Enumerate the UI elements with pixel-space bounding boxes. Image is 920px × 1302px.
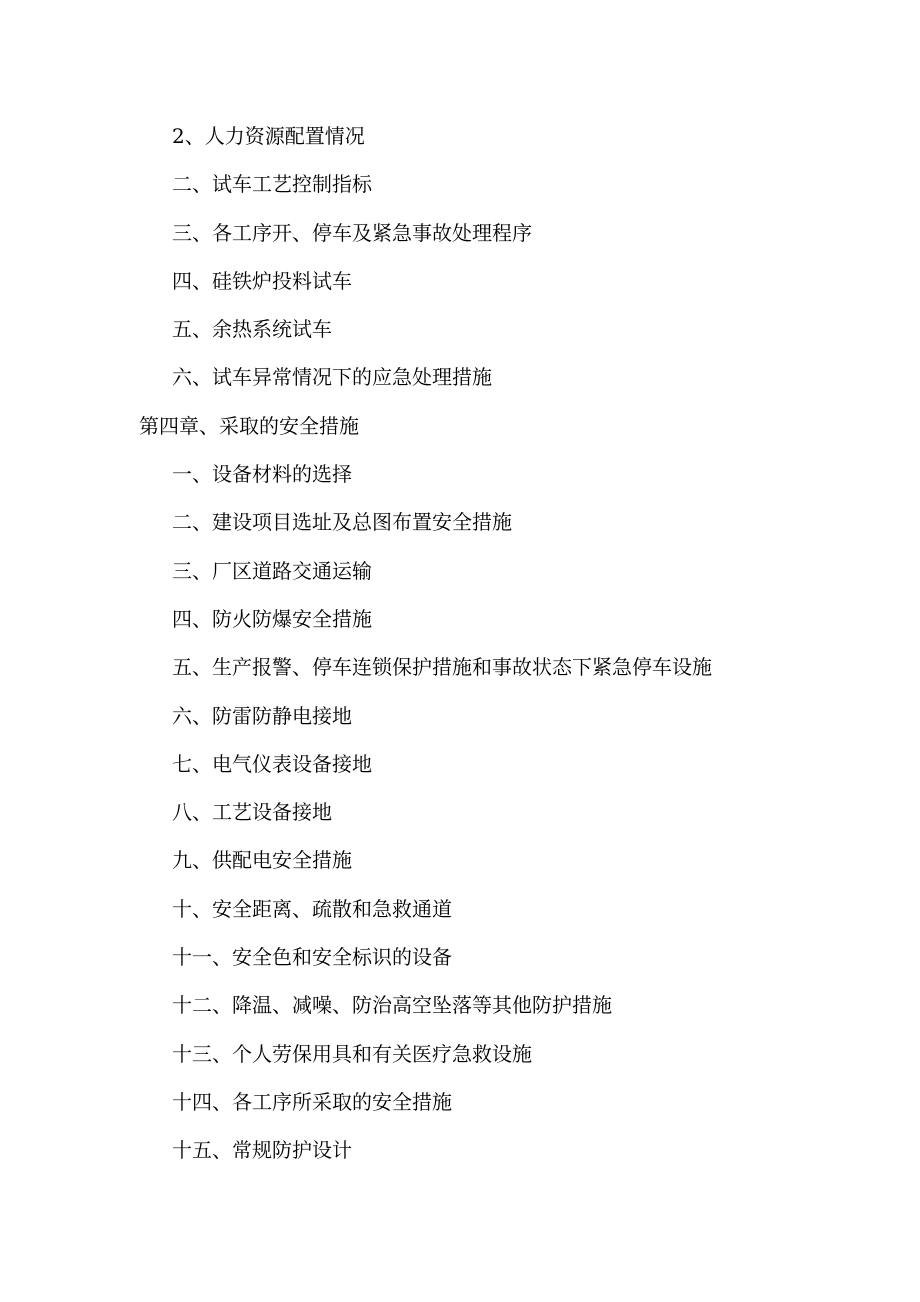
toc-item: 八、工艺设备接地 — [172, 800, 332, 825]
table-of-contents — [0, 112, 920, 1175]
toc-item: 六、试车异常情况下的应急处理措施 — [172, 365, 492, 390]
toc-item: 十二、降温、减噪、防治高空坠落等其他防护措施 — [172, 993, 612, 1018]
toc-chapter-heading: 第四章、采取的安全措施 — [139, 413, 359, 438]
toc-item: 十一、安全色和安全标识的设备 — [172, 945, 452, 970]
toc-item: 五、余热系统试车 — [172, 317, 332, 342]
toc-item: 十五、常规防护设计 — [172, 1138, 352, 1163]
toc-item: 2、人力资源配置情况 — [172, 124, 365, 148]
toc-item: 二、试车工艺控制指标 — [172, 172, 372, 197]
toc-item: 二、建设项目选址及总图布置安全措施 — [172, 510, 512, 535]
toc-item: 四、硅铁炉投料试车 — [172, 268, 352, 293]
toc-item: 十三、个人劳保用具和有关医疗急救设施 — [172, 1041, 532, 1066]
toc-item: 四、防火防爆安全措施 — [172, 606, 372, 631]
toc-item: 三、各工序开、停车及紧急事故处理程序 — [172, 220, 532, 245]
toc-item: 九、供配电安全措施 — [172, 848, 352, 873]
toc-item: 三、厂区道路交通运输 — [172, 558, 372, 583]
toc-item: 七、电气仪表设备接地 — [172, 751, 372, 776]
toc-item: 十四、各工序所采取的安全措施 — [172, 1089, 452, 1114]
toc-item: 一、设备材料的选择 — [172, 462, 352, 487]
toc-item: 六、防雷防静电接地 — [172, 703, 352, 728]
toc-item: 五、生产报警、停车连锁保护措施和事故状态下紧急停车设施 — [172, 655, 712, 680]
toc-item: 十、安全距离、疏散和急救通道 — [172, 896, 452, 921]
